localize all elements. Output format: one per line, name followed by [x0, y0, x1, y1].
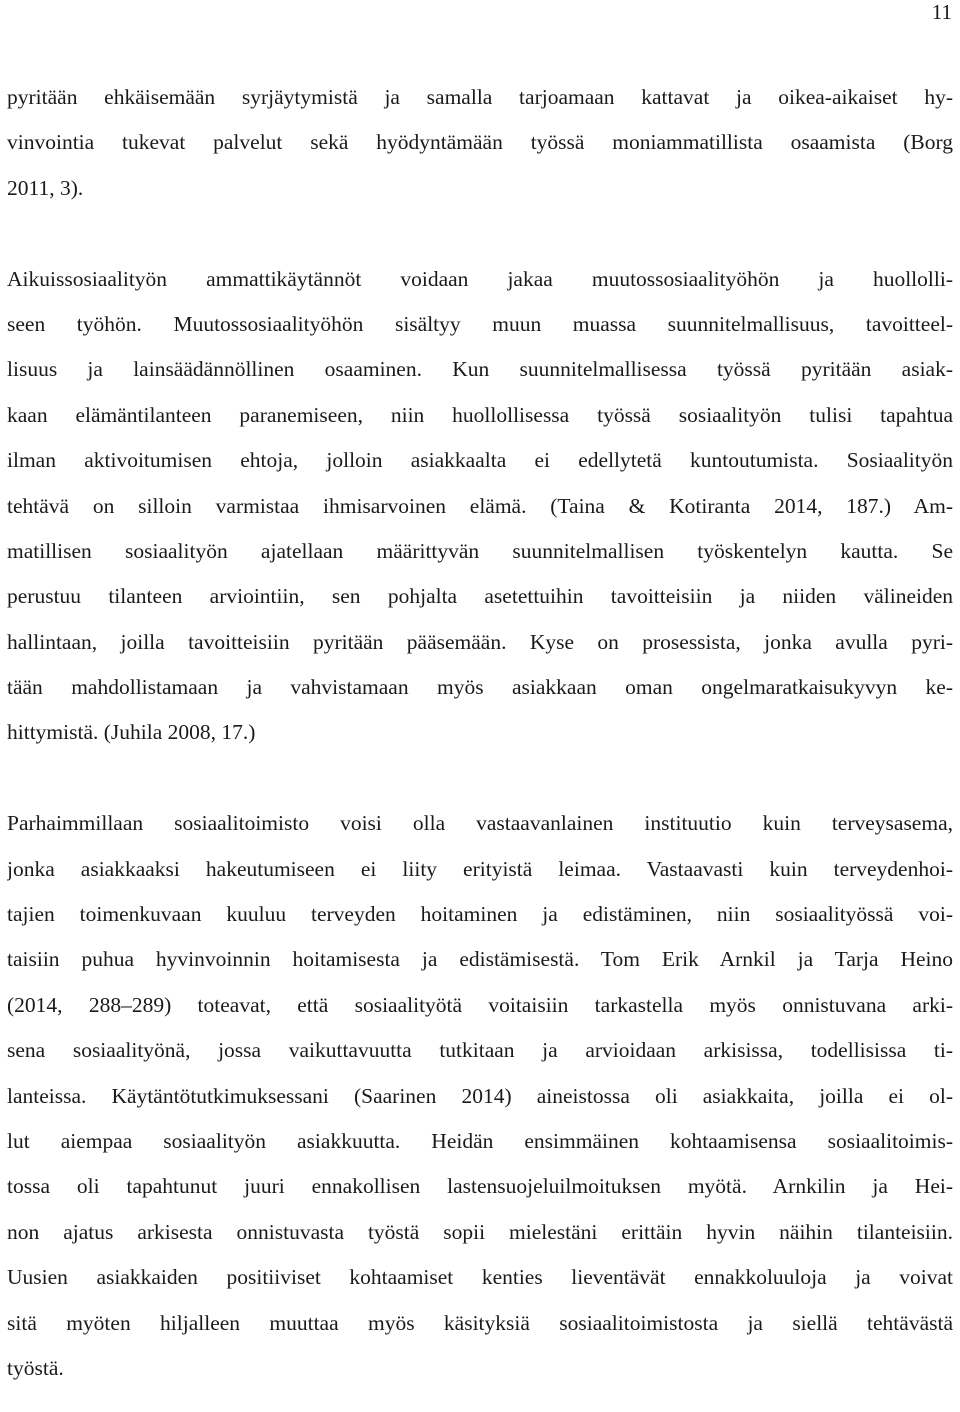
text-line: lisuus ja lainsäädännöllinen osaaminen. Kun suunnitelmallisessa työssä pyritään asiak-	[7, 357, 953, 382]
paragraph-spacer	[7, 756, 953, 801]
document-body	[7, 75, 953, 1391]
text-line: jonka asiakkaaksi hakeutumiseen ei liity erityistä leimaa. Vastaavasti kuin terveydenhoi-	[7, 856, 953, 881]
text-line: tajien toimenkuvaan kuuluu terveyden hoitaminen ja edistäminen, niin sosiaalityössä voi-	[7, 902, 953, 927]
text-line: työstä.	[7, 1355, 64, 1380]
text-line: tossa oli tapahtunut juuri ennakollisen lastensuojeluilmoituksen myötä. Arnkilin ja Hei-	[7, 1174, 953, 1199]
text-line: kaan elämäntilanteen paranemiseen, niin huollollisessa työssä sosiaalityön tulisi tapahtua	[7, 402, 953, 427]
page-number: 11	[931, 0, 952, 24]
text-line: lut aiempaa sosiaalityön asiakkuutta. Heidän ensimmäinen kohtaamisensa sosiaalitoimis-	[7, 1128, 953, 1153]
text-line: sena sosiaalityönä, jossa vaikuttavuutta tutkitaan ja arvioidaan arkisissa, todellisissa ti-	[7, 1038, 953, 1063]
text-line: ilman aktivoitumisen ehtoja, jolloin asiakkaalta ei edellytetä kuntoutumista. Sosiaalityön	[7, 448, 953, 473]
text-line: tään mahdollistamaan ja vahvistamaan myös asiakkaan oman ongelmaratkaisukyvyn ke-	[7, 675, 953, 700]
text-line: 2011, 3).	[7, 175, 84, 200]
text-line: perustuu tilanteen arviointiin, sen pohjalta asetettuihin tavoitteisiin ja niiden välineiden	[7, 584, 953, 609]
text-line: sitä myöten hiljalleen muuttaa myös käsityksiä sosiaalitoimistosta ja siellä tehtävästä	[7, 1310, 953, 1335]
text-line: pyritään ehkäisemään syrjäytymistä ja samalla tarjoamaan kattavat ja oikea-aikaiset hy-	[7, 85, 953, 109]
text-line: seen työhön. Muutossosiaalityöhön sisältyy muun muassa suunnitelmallisuus, tavoitteel-	[7, 311, 953, 336]
text-line: taisiin puhua hyvinvoinnin hoitamisesta ja edistämisestä. Tom Erik Arnkil ja Tarja Heino	[7, 947, 953, 972]
paragraph	[7, 801, 953, 1391]
paragraph	[7, 257, 953, 756]
text-line: Uusien asiakkaiden positiiviset kohtaamiset kenties lieventävät ennakkoluuloja ja voivat	[7, 1265, 953, 1290]
text-line: matillisen sosiaalityön ajatellaan määrittyvän suunnitelmallisen työskentelyn kautta. Se	[7, 538, 953, 563]
text-line: Aikuissosiaalityön ammattikäytännöt voidaan jakaa muutossosiaalityöhön ja huollolli-	[7, 266, 953, 291]
text-line: tehtävä on silloin varmistaa ihmisarvoinen elämä. (Taina & Kotiranta 2014, 187.) Am-	[7, 493, 953, 518]
text-line: Parhaimmillaan sosiaalitoimisto voisi olla vastaavanlainen instituutio kuin terveysasema,	[7, 811, 953, 836]
text-line: non ajatus arkisesta onnistuvasta työstä sopii mielestäni erittäin hyvin näihin tilanteisiin.	[7, 1219, 953, 1244]
text-line: hittymistä. (Juhila 2008, 17.)	[7, 720, 256, 745]
text-line: vinvointia tukevat palvelut sekä hyödyntämään työssä moniammatillista osaamista (Borg	[7, 130, 953, 155]
text-line: (2014, 288–289) toteavat, että sosiaalityötä voitaisiin tarkastella myös onnistuvana arki-	[7, 992, 953, 1017]
text-line: hallintaan, joilla tavoitteisiin pyritään pääsemään. Kyse on prosessista, jonka avulla pyri-	[7, 629, 953, 654]
paragraph-spacer	[7, 211, 953, 256]
paragraph	[7, 75, 953, 211]
text-line: lanteissa. Käytäntötutkimuksessani (Saarinen 2014) aineistossa oli asiakkaita, joilla ei ol-	[7, 1083, 953, 1108]
